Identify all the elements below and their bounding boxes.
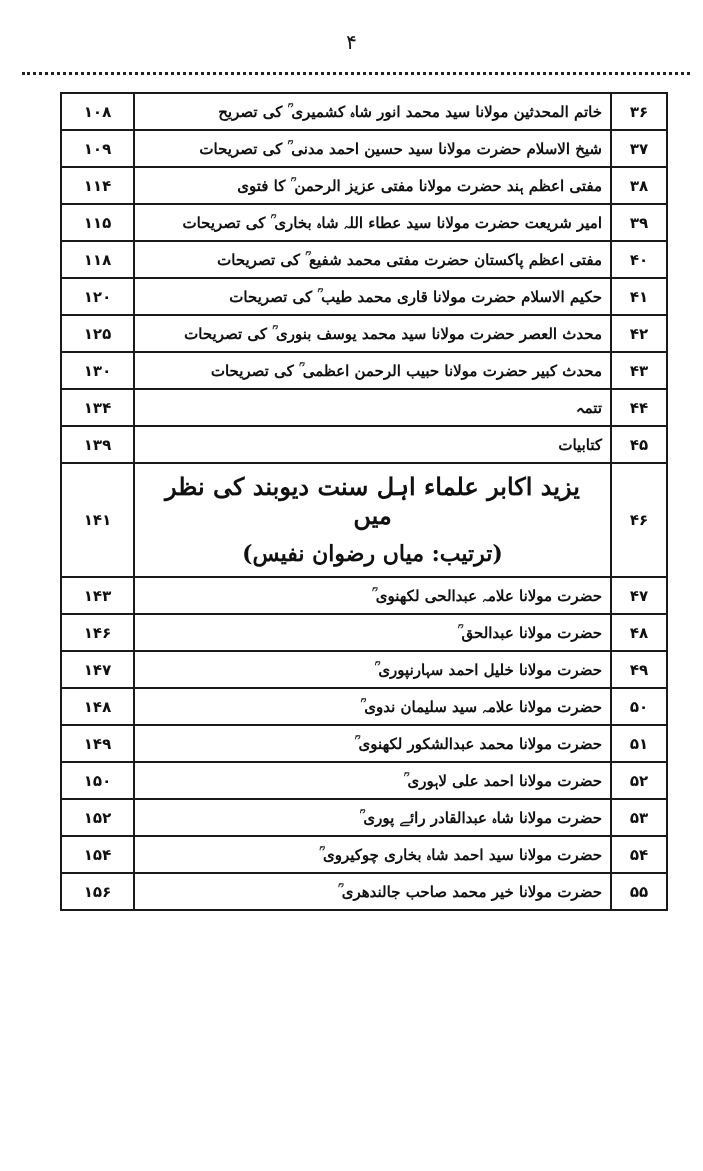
entry-page: ۱۴۹ xyxy=(61,725,134,762)
table-row xyxy=(61,204,667,241)
entry-page: ۱۵۰ xyxy=(61,762,134,799)
entry-title: حضرت مولانا عبدالحق ؒ xyxy=(134,614,611,651)
entry-page: ۱۰۹ xyxy=(61,130,134,167)
entry-title: حضرت مولانا محمد عبدالشکور لکھنوی ؒ xyxy=(134,725,611,762)
entry-title: حضرت مولانا شاہ عبدالقادر رائے پوری ؒ xyxy=(134,799,611,836)
entry-number: ۴۱ xyxy=(611,278,667,315)
entry-number: ۵۵ xyxy=(611,873,667,910)
entry-page: ۱۴۸ xyxy=(61,688,134,725)
table-row xyxy=(61,725,667,762)
entry-title: حضرت مولانا خلیل احمد سہارنپوری ؒ xyxy=(134,651,611,688)
table-row xyxy=(61,278,667,315)
entry-title: حضرت مولانا خیر محمد صاحب جالندھری ؒ xyxy=(134,873,611,910)
entry-title: خاتم المحدثین مولانا سید محمد انور شاہ کشمیری ؒ کی تصریح xyxy=(134,93,611,130)
table-row xyxy=(61,426,667,463)
page-number: ۴ xyxy=(346,30,357,54)
entry-page: ۱۴۳ xyxy=(61,577,134,614)
entry-number: ۴۴ xyxy=(611,389,667,426)
entry-number: ۴۷ xyxy=(611,577,667,614)
entry-number: ۵۰ xyxy=(611,688,667,725)
entry-title: حضرت مولانا علامہ عبدالحی لکھنوی ؒ xyxy=(134,577,611,614)
table-row xyxy=(61,762,667,799)
entry-page: ۱۵۶ xyxy=(61,873,134,910)
feature-subtitle: (ترتیب: میاں رضوان نفیس) xyxy=(242,540,503,567)
entry-title: حضرت مولانا احمد علی لاہوری ؒ xyxy=(134,762,611,799)
entry-title: کتابیات xyxy=(134,426,611,463)
table-row xyxy=(61,389,667,426)
table-row xyxy=(61,93,667,130)
feature-row xyxy=(61,463,667,577)
entry-page: ۱۰۸ xyxy=(61,93,134,130)
entry-page: ۱۴۱ xyxy=(61,463,134,577)
table-row xyxy=(61,130,667,167)
entry-title: محدث العصر حضرت مولانا سید محمد یوسف بنوری ؒ کی تصریحات xyxy=(134,315,611,352)
table-row xyxy=(61,651,667,688)
entry-number: ۴۲ xyxy=(611,315,667,352)
entry-title: حکیم الاسلام حضرت مولانا قاری محمد طیب ؒ کی تصریحات xyxy=(134,278,611,315)
entry-number: ۴۵ xyxy=(611,426,667,463)
table-row xyxy=(61,167,667,204)
table-row xyxy=(61,614,667,651)
entry-page: ۱۱۵ xyxy=(61,204,134,241)
entry-number: ۴۶ xyxy=(611,463,667,577)
entry-number: ۴۹ xyxy=(611,651,667,688)
entry-title: امیر شریعت حضرت مولانا سید عطاء اللہ شاہ بخاری ؒ کی تصریحات xyxy=(134,204,611,241)
entry-number: ۵۱ xyxy=(611,725,667,762)
entry-page: ۱۴۶ xyxy=(61,614,134,651)
entry-page: ۱۱۴ xyxy=(61,167,134,204)
entry-title: تتمہ xyxy=(134,389,611,426)
entry-title: مفتی اعظم پاکستان حضرت مفتی محمد شفیع ؒ کی تصریحات xyxy=(134,241,611,278)
table-row xyxy=(61,836,667,873)
table-row xyxy=(61,241,667,278)
table-row xyxy=(61,873,667,910)
entry-title: مفتی اعظم ہند حضرت مولانا مفتی عزیز الرحمن ؒ کا فتوی xyxy=(134,167,611,204)
entry-number: ۴۰ xyxy=(611,241,667,278)
entry-page: ۱۵۴ xyxy=(61,836,134,873)
entry-number: ۳۶ xyxy=(611,93,667,130)
table-of-contents xyxy=(60,92,668,911)
table-row xyxy=(61,799,667,836)
entry-page: ۱۱۸ xyxy=(61,241,134,278)
entry-number: ۵۲ xyxy=(611,762,667,799)
table-row xyxy=(61,315,667,352)
entry-page: ۱۳۰ xyxy=(61,352,134,389)
table-row xyxy=(61,577,667,614)
entry-number: ۵۳ xyxy=(611,799,667,836)
entry-title: محدث کبیر حضرت مولانا حبیب الرحمن اعظمی ؒ کی تصریحات xyxy=(134,352,611,389)
entry-page: ۱۲۰ xyxy=(61,278,134,315)
entry-page: ۱۳۹ xyxy=(61,426,134,463)
entry-number: ۳۹ xyxy=(611,204,667,241)
dotted-divider xyxy=(22,72,690,75)
entry-page: ۱۲۵ xyxy=(61,315,134,352)
entry-page: ۱۴۷ xyxy=(61,651,134,688)
entry-title: حضرت مولانا علامہ سید سلیمان ندوی ؒ xyxy=(134,688,611,725)
entry-number: ۳۷ xyxy=(611,130,667,167)
feature-title: یزید اکابر علماء اہل سنت دیوبند کی نظر میں xyxy=(165,472,580,530)
entry-page: ۱۳۴ xyxy=(61,389,134,426)
entry-title: شیخ الاسلام حضرت مولانا سید حسین احمد مدنی ؒ کی تصریحات xyxy=(134,130,611,167)
entry-title: حضرت مولانا سید احمد شاہ بخاری چوکیروی ؒ xyxy=(134,836,611,873)
table-row xyxy=(61,352,667,389)
entry-number: ۴۸ xyxy=(611,614,667,651)
entry-page: ۱۵۲ xyxy=(61,799,134,836)
entry-number: ۴۳ xyxy=(611,352,667,389)
entry-number: ۵۴ xyxy=(611,836,667,873)
table-row xyxy=(61,688,667,725)
feature-heading xyxy=(134,463,611,577)
entry-number: ۳۸ xyxy=(611,167,667,204)
